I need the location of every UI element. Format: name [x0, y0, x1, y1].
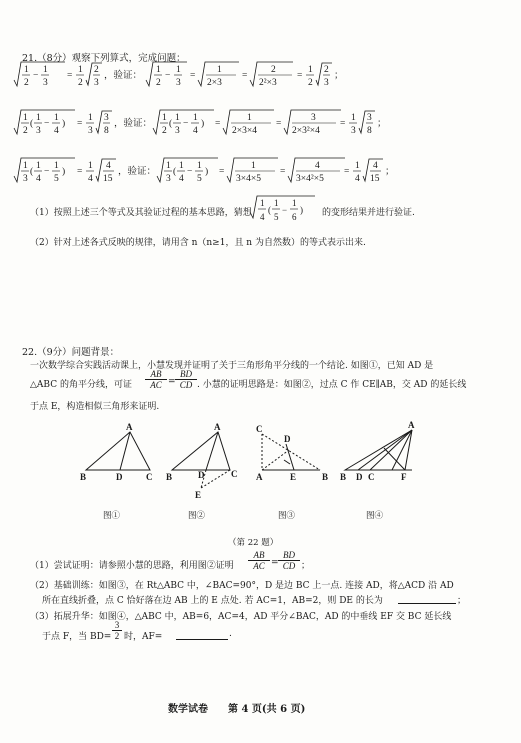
- figure-1-triangle: [86, 432, 150, 470]
- svg-text:5: 5: [274, 212, 279, 222]
- svg-text:1: 1: [36, 161, 41, 171]
- svg-text:2×3: 2×3: [207, 78, 222, 88]
- svg-text:1: 1: [23, 113, 28, 123]
- svg-text:2: 2: [308, 78, 313, 88]
- figure-3-label: 图③: [278, 511, 296, 521]
- q22-background-line-2a: △ABC 的角平分线，可证: [30, 380, 132, 390]
- svg-text:，验证：: ，验证：: [118, 167, 157, 177]
- q22-part1-text-a: （1）尝试证明：请参照小慧的思路，利用图②证明: [30, 561, 234, 571]
- q22-equals: =: [168, 377, 176, 387]
- svg-text:1: 1: [54, 161, 59, 171]
- q21-verify-1: ，验证：: [104, 71, 143, 81]
- q22-part3-end: .: [229, 629, 232, 639]
- svg-text:D: D: [284, 434, 291, 444]
- svg-text:8: 8: [104, 126, 109, 136]
- svg-text:2: 2: [162, 126, 167, 136]
- svg-text:(: (: [30, 167, 34, 177]
- q21-part1-text-a: （1）按照上述三个等式及其验证过程的基本思路，猜想: [30, 208, 252, 218]
- q22-title: 22.（9分）问题背景：: [22, 347, 120, 358]
- svg-text:1: 1: [24, 65, 29, 75]
- svg-text:4: 4: [88, 174, 93, 184]
- svg-text:=: =: [276, 119, 282, 129]
- svg-text:2: 2: [271, 65, 276, 75]
- svg-text:1: 1: [166, 161, 171, 171]
- q22-figure-caption: （第 22 题）: [228, 538, 279, 548]
- svg-text:2: 2: [156, 78, 161, 88]
- svg-text:2: 2: [324, 65, 329, 75]
- q22-part1-fraction-ab-ac: AB AC: [248, 550, 270, 571]
- svg-text:=: =: [67, 71, 73, 81]
- q22-background-line-2b: . 小慧的证明思路是：如图②，过点 C 作 CE∥AB，交 AD 的延长线: [197, 380, 467, 390]
- svg-text:=: =: [190, 71, 196, 81]
- svg-text:1: 1: [251, 161, 256, 171]
- q22-part1-fraction-bd-cd: BD CD: [278, 550, 300, 571]
- svg-text:C: C: [231, 469, 238, 479]
- svg-text:1: 1: [78, 65, 83, 75]
- figure-4-triangle: [345, 430, 412, 470]
- svg-text:3: 3: [324, 78, 329, 88]
- q21-part1-text-b: 的变形结果并进行验证.: [322, 208, 415, 218]
- svg-text:−: −: [165, 71, 171, 81]
- svg-text:1: 1: [176, 65, 181, 75]
- svg-text:3: 3: [94, 78, 99, 88]
- svg-text:): ): [300, 205, 303, 215]
- svg-text:1: 1: [88, 161, 93, 171]
- svg-text:D: D: [356, 472, 363, 482]
- svg-text:4: 4: [36, 174, 41, 184]
- svg-text:E: E: [290, 472, 297, 482]
- svg-text:): ): [62, 119, 66, 129]
- svg-text:3×4²×5: 3×4²×5: [296, 174, 324, 184]
- svg-text:2: 2: [78, 78, 83, 88]
- svg-text:6: 6: [292, 212, 297, 222]
- svg-text:C: C: [368, 472, 375, 482]
- svg-text:1: 1: [156, 65, 161, 75]
- svg-text:4: 4: [179, 174, 184, 184]
- q22-part1-equals: =: [271, 558, 279, 568]
- svg-text:；: ；: [377, 119, 387, 129]
- q22-part3-text-c: 时，AF=: [124, 632, 163, 642]
- svg-text:3: 3: [311, 113, 316, 123]
- svg-text:1: 1: [351, 113, 356, 123]
- svg-text:1: 1: [247, 113, 252, 123]
- q22-background-line-1: 一次数学综合实践活动课上，小慧发现并证明了关于三角形角平分线的一个结论. 如图①，已知 AD 是: [30, 361, 434, 371]
- svg-text:): ): [62, 167, 66, 177]
- svg-text:4: 4: [355, 174, 360, 184]
- svg-text:1: 1: [355, 161, 360, 171]
- svg-text:4: 4: [260, 212, 265, 222]
- svg-text:−: −: [282, 205, 288, 215]
- svg-text:4: 4: [193, 126, 198, 136]
- svg-text:3: 3: [43, 78, 48, 88]
- svg-text:1: 1: [193, 113, 198, 123]
- q22-part3-fraction: 3 2: [112, 620, 122, 641]
- svg-text:2: 2: [94, 65, 99, 75]
- svg-text:): ): [205, 167, 209, 177]
- svg-text:15: 15: [103, 174, 113, 184]
- figure-2-label: 图②: [188, 511, 206, 521]
- figure-1-label: 图①: [103, 511, 121, 521]
- svg-text:8: 8: [367, 126, 372, 136]
- svg-text:): ): [201, 119, 205, 129]
- svg-text:4: 4: [106, 161, 111, 171]
- svg-text:B: B: [80, 472, 87, 482]
- svg-text:B: B: [322, 472, 329, 482]
- svg-text:3: 3: [23, 174, 28, 184]
- svg-text:，验证：: ，验证：: [114, 119, 153, 129]
- svg-text:1: 1: [179, 161, 184, 171]
- svg-text:1: 1: [308, 65, 313, 75]
- svg-text:(: (: [268, 205, 271, 215]
- svg-text:3: 3: [104, 113, 109, 123]
- svg-text:E: E: [195, 490, 202, 500]
- svg-text:1: 1: [162, 113, 167, 123]
- svg-text:2×3×4: 2×3×4: [232, 126, 257, 136]
- svg-text:4: 4: [373, 161, 378, 171]
- q22-fraction-bd-cd: BD CD: [175, 369, 197, 390]
- svg-text:3: 3: [36, 126, 41, 136]
- svg-text:1: 1: [217, 65, 222, 75]
- svg-text:D: D: [116, 472, 123, 482]
- svg-text:3: 3: [88, 126, 93, 136]
- q22-part3-line-1: （3）拓展升华：如图④，△ABC 中，AB=6，AC=4，AD 平分∠BAC，AD 的中垂线 EF 交 BC 延长线: [30, 612, 452, 622]
- q22-part3-text-b: 于点 F，当 BD=: [42, 632, 112, 642]
- svg-text:3: 3: [175, 126, 180, 136]
- svg-text:B: B: [340, 472, 347, 482]
- svg-text:2: 2: [24, 78, 29, 88]
- svg-text:1: 1: [88, 113, 93, 123]
- svg-text:1: 1: [43, 65, 48, 75]
- svg-text:1: 1: [292, 198, 297, 208]
- svg-text:3: 3: [176, 78, 181, 88]
- q22-part2-line-2: 所在直线折叠，点 C 恰好落在边 AB 上的 E 点处. 若 AC=1，AB=2，则 DE 的长为: [42, 596, 383, 606]
- q22-part2-line-1: （2）基础训练：如图③，在 Rt△ABC 中，∠BAC=90°，D 是边 BC 上一点. 连接 AD，将△ACD 沿 AD: [30, 581, 454, 591]
- svg-text:4: 4: [54, 126, 59, 136]
- svg-text:F: F: [401, 472, 407, 482]
- q22-part2-end: ；: [457, 596, 467, 606]
- svg-text:−: −: [44, 167, 50, 177]
- svg-text:(: (: [173, 167, 177, 177]
- svg-text:=: =: [242, 71, 248, 81]
- svg-text:=: =: [77, 167, 83, 177]
- svg-text:C: C: [146, 472, 153, 482]
- svg-text:5: 5: [54, 174, 59, 184]
- svg-text:=: =: [77, 119, 83, 129]
- svg-text:C: C: [256, 424, 263, 434]
- svg-text:(: (: [169, 119, 173, 129]
- q22-part1-text-b: ；: [301, 561, 311, 571]
- svg-text:1: 1: [175, 113, 180, 123]
- svg-text:1: 1: [23, 161, 28, 171]
- svg-text:1: 1: [54, 113, 59, 123]
- q21-part2-text: （2）针对上述各式反映的规律，请用含 n（n≥1，且 n 为自然数）的等式表示出来.: [30, 238, 366, 248]
- svg-text:2²×3: 2²×3: [259, 78, 277, 88]
- svg-text:−: −: [33, 71, 39, 81]
- svg-text:−: −: [187, 167, 193, 177]
- figure-3-triangle: [262, 434, 320, 470]
- page-footer: 数学试卷 第 4 页(共 6 页): [168, 704, 306, 715]
- q22-fraction-ab-ac: AB AC: [145, 369, 167, 390]
- svg-text:；: ；: [385, 167, 395, 177]
- svg-text:=: =: [344, 167, 350, 177]
- svg-text:1: 1: [197, 161, 202, 171]
- svg-text:3: 3: [351, 126, 356, 136]
- svg-text:1: 1: [260, 198, 265, 208]
- svg-text:−: −: [44, 119, 50, 129]
- svg-text:B: B: [166, 472, 173, 482]
- svg-text:A: A: [126, 422, 133, 432]
- svg-text:2: 2: [23, 126, 28, 136]
- svg-text:3×4×5: 3×4×5: [236, 174, 261, 184]
- svg-text:=: =: [215, 119, 221, 129]
- svg-text:=: =: [340, 119, 346, 129]
- svg-text:15: 15: [370, 174, 380, 184]
- svg-text:A: A: [214, 422, 221, 432]
- svg-text:D: D: [198, 470, 205, 480]
- svg-text:A: A: [256, 472, 263, 482]
- svg-text:；: ；: [334, 71, 344, 81]
- svg-text:A: A: [408, 420, 415, 430]
- q21-title: 21.（8分）观察下列算式，完成问题：: [22, 53, 186, 64]
- svg-text:3: 3: [166, 174, 171, 184]
- q22-part3-answer-blank[interactable]: [176, 639, 228, 640]
- svg-text:1: 1: [36, 113, 41, 123]
- svg-text:=: =: [219, 167, 225, 177]
- figure-4-label: 图④: [366, 511, 384, 521]
- q22-part2-answer-blank[interactable]: [398, 603, 456, 604]
- svg-text:−: −: [183, 119, 189, 129]
- svg-text:3: 3: [367, 113, 372, 123]
- q22-background-line-3: 于点 E，构造相似三角形来证明.: [30, 402, 160, 412]
- svg-text:=: =: [297, 71, 303, 81]
- svg-text:=: =: [280, 167, 286, 177]
- svg-text:1: 1: [274, 198, 279, 208]
- svg-text:5: 5: [197, 174, 202, 184]
- svg-text:(: (: [30, 119, 34, 129]
- svg-text:2×3²×4: 2×3²×4: [292, 126, 320, 136]
- svg-text:4: 4: [315, 161, 320, 171]
